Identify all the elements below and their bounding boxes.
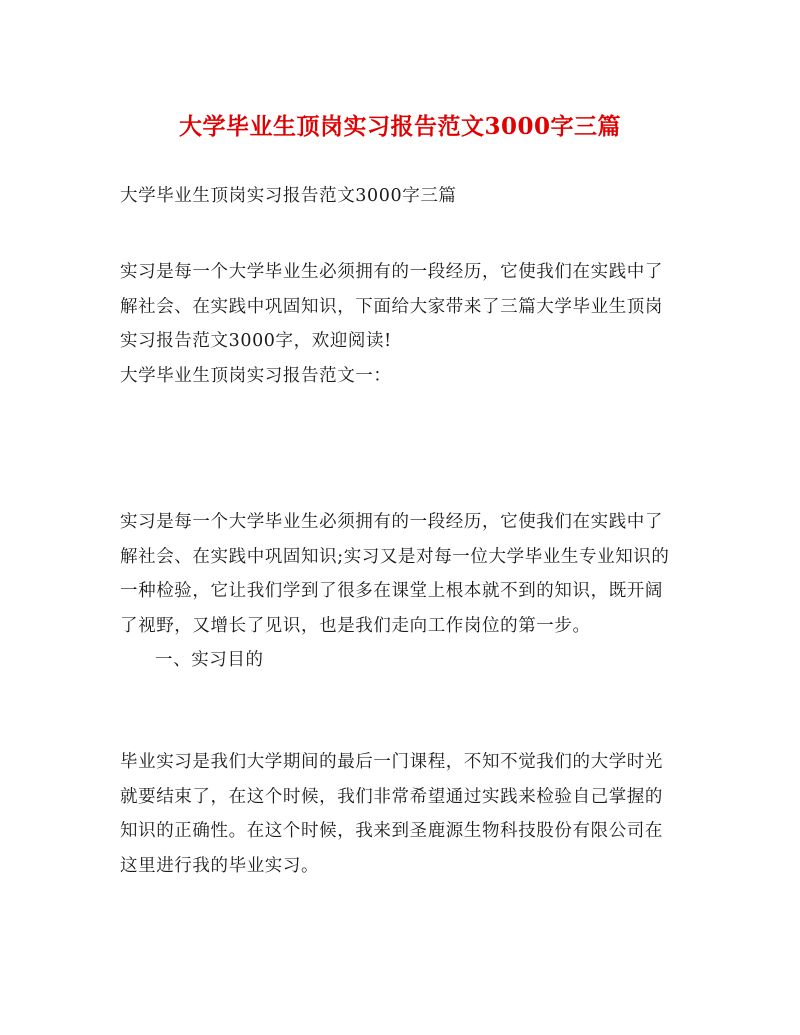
paragraph-line: 这里进行我的毕业实习。 xyxy=(120,855,320,876)
body-paragraph-2 xyxy=(120,745,690,883)
paragraph-line: 毕业实习是我们大学期间的最后一门课程，不知不觉我们的大学时光 xyxy=(120,752,663,772)
section-label-fanwen-yi: 大学毕业生顶岗实习报告范文一： xyxy=(120,365,392,386)
section-heading: 一、实习目的 xyxy=(155,650,264,670)
paragraph-line: 解社会、在实践中巩固知识;实习又是对每一位大学毕业生专业知识的 xyxy=(120,546,670,567)
paragraph-line: 就要结束了，在这个时候，我们非常希望通过实践来检验自己掌握的 xyxy=(120,786,663,807)
paragraph-line: 一种检验，它让我们学到了很多在课堂上根本就不到的知识，既开阔 xyxy=(120,581,663,601)
intro-paragraph xyxy=(120,255,690,393)
document-title: 大学毕业生顶岗实习报告范文3000字三篇 xyxy=(178,113,621,140)
body-paragraph-1 xyxy=(120,505,690,678)
intro-line: 解社会、在实践中巩固知识，下面给大家带来了三篇大学毕业生顶岗 xyxy=(120,296,663,317)
document-subtitle xyxy=(120,179,690,214)
paragraph-line: 了视野，又增长了见识，也是我们走向工作岗位的第一步。 xyxy=(120,615,591,636)
paragraph-line: 知识的正确性。在这个时候，我来到圣鹿源生物科技股份有限公司在 xyxy=(120,821,663,841)
intro-line: 实习是每一个大学毕业生必须拥有的一段经历，它使我们在实践中了 xyxy=(120,262,663,282)
paragraph-line: 实习是每一个大学毕业生必须拥有的一段经历，它使我们在实践中了 xyxy=(120,512,663,532)
intro-line: 实习报告范文3000字，欢迎阅读! xyxy=(120,331,392,351)
subtitle-text: 大学毕业生顶岗实习报告范文3000字三篇 xyxy=(120,186,457,206)
